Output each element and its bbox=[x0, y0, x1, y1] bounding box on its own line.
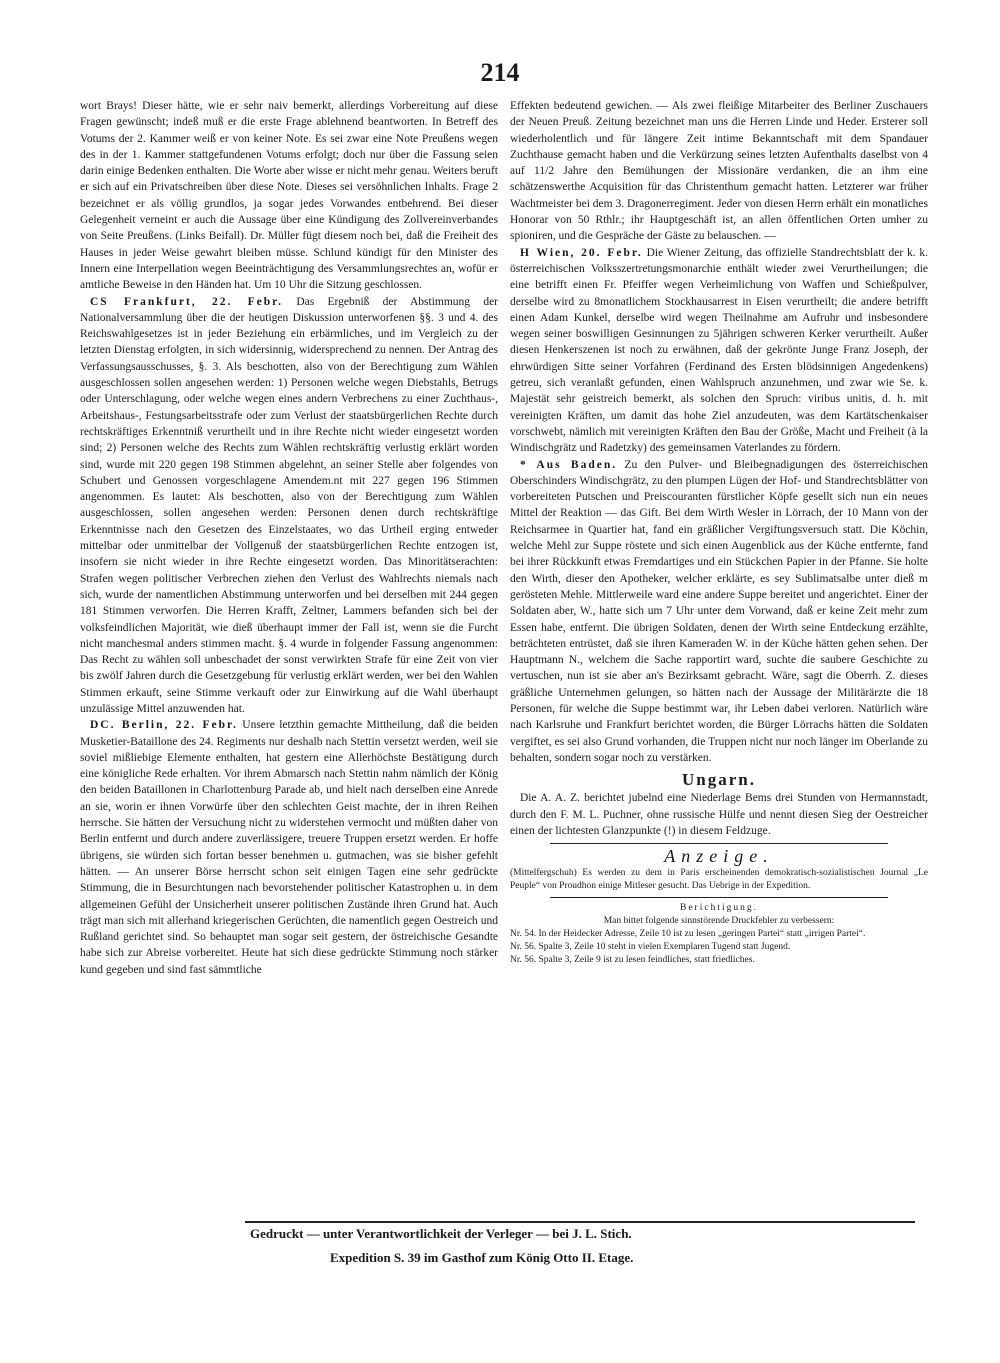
advert-text: (Mittelfergschuh) Es werden zu dem in Paris erscheinenden demokratisch-sozialistischen Journal „Le Peuple“ von Proudhon einige Mitleser gesucht. Das Uebrige in der Expedition. bbox=[510, 867, 928, 891]
errata-intro: Man bittet folgende sinnstörende Druckfehler zu verbessern: bbox=[603, 915, 835, 926]
errata-item: Nr. 54. In der Heidecker Adresse, Zeile 10 ist zu lesen „geringen Partei“ statt „irrigen Partei“. bbox=[510, 928, 866, 939]
errata-item: Nr. 56. Spalte 3, Zeile 10 steht in vielen Exemplaren Tugend statt Jugend. bbox=[510, 941, 791, 952]
article-paragraph bbox=[80, 294, 498, 718]
divider bbox=[550, 843, 888, 844]
advert-block bbox=[510, 867, 928, 893]
article-paragraph bbox=[510, 457, 928, 767]
dateline: H Wien, 20. Febr. bbox=[520, 246, 643, 259]
section-title-ungarn: Ungarn. bbox=[682, 770, 756, 790]
page-number: 214 bbox=[480, 58, 520, 87]
printer-imprint: Gedruckt — unter Verantwortlichkeit der Verleger — bei J. L. Stich. bbox=[250, 1226, 632, 1241]
article-text: Unsere letzthin gemachte Mittheilung, daß die beiden Musketier-Bataillone des 24. Regiments nur deshalb nach Stettin versetzt werden, weil sie soviel mißliebige Elemente enthalten, hat gestern eine Allerhöchste Bestätigung durch eine königliche Rede erhalten. Vor ihrem Abmarsch nach Stettin nahm nämlich der König den beiden Bataillonen in Charlottenburg Parade ab, und hielt nach derselben eine Anrede an sie, worin er ihnen Vorwürfe über den schlechten Geist machte, der in ihren Reihen herrsche. Sie hätten der Versuchung nicht zu widerstehen vermocht und müßten daher von Berlin entfernt und durch andere zuverlässigere, treuere Truppen ersetzt werden. Er hoffe übrigens, sie würden sich fortan besser benehmen u. gutmachen, was sie bisher gefehlt hätten. — An unserer Börse herrscht schon seit einigen Tagen eine sehr gedrückte Stimmung, die in Besurchtungen nach bevorstehender politischer Katastrophen u. in dem allgemeinen Gefühl der Unsicherheit unserer politischen Zustände ihren Grund hat. Auch trägt man sich mit allerhand kriegerischen Gerüchten, die namentlich gegen Oestreich und Rußland gerichtet sind. So behauptet man sogar seit gestern, der östreichische Gesandte habe sich zur Abreise vorbereitet. Heute hat sich diese gedrückte Stimmung noch stärker kund gegeben und sind fast sämmtliche bbox=[80, 719, 499, 976]
errata-block bbox=[510, 902, 928, 967]
article-paragraph bbox=[510, 245, 928, 457]
errata-title: Berichtigung. bbox=[680, 902, 758, 913]
left-column bbox=[80, 98, 498, 978]
article-text: Die Wiener Zeitung, das offizielle Standrechtsblatt der k. k. österreichischen Volksszertretungsmonarchie enthält wieder zwei Verurtheilungen; die eine betrifft einen Fr. Pfeiffer wegen Verheimlichung von Waffen und Schießpulver, derselbe wird zu 8monatlichem Stockhausarrest in Eisen verurtheilt; die andere betrifft einen Adam Kunkel, derselbe wird wegen Theilnahme am Aufruhr und insbesondere wegen seiner boswilligen Gesinnungen zu 5jährigen schweren Kerker verurtheilt. Außer diesen Henkerszenen ist noch zu erwähnen, daß der gekrönte Junge Franz Joseph, der ehrwürdigen Sitte seiner Vorfahren (Ferdinand des Ersten blödsinnigen Angedenkens) getreu, sich veranlaßt gefunden, einen Wahlspruch anzunehmen, und zwar wie Se. k. Majestät sehr geistreich bemerkt, als solchen den Spruch: viribus unitis, d. h. mit vereinigten Kräften, um damit das hohe Ziel anzudeuten, was dem Kartätschenkaiser vorschwebt, nämlich mit vereinigten Kräften den Bau der Größe, Macht und Freiheit (à la Windischgrätz und Radetzky) des gemeinsamen Vaterlandes zu fördern. bbox=[510, 246, 928, 455]
expedition-address: Expedition S. 39 im Gasthof zum König Otto II. Etage. bbox=[330, 1250, 634, 1265]
advert-title: Anzeige. bbox=[664, 846, 774, 867]
article-paragraph: Effekten bedeutend gewichen. — Als zwei fleißige Mitarbeiter des Berliner Zuschauers der Neuen Preuß. Zeitung bezeichnet man uns die Herren Linde und Heder. Ersterer soll wiederholentlich und für längere Zeit intime Bekanntschaft mit dem Spandauer Zuchthause gemacht haben und die Verkürzung seines letzten Aufenthalts daselbst von 4 auf 11/2 Jahre den Bemühungen der Missionäre verdanken, die an ihm eine schätzenswerthe Acquisition für das Christenthum gemacht hatten. Letzterer war früher Wachtmeister bei dem 3. Dragonerregiment. Jeder von diesen Herrn erhält ein monatliches Honorar von 50 Rthlr.; ihr Hauptgeschäft ist, an allen öffentlichen Orten umher zu spioniren, und die Gespräche der Gäste zu belauschen. — bbox=[510, 100, 928, 243]
dateline: * Aus Baden. bbox=[520, 458, 618, 471]
dateline: CS Frankfurt, 22. Febr. bbox=[90, 295, 284, 308]
article-paragraph: Die A. A. Z. berichtet jubelnd eine Niederlage Bems drei Stunden von Hermannstadt, durch den F. M. L. Puchner, ohne russische Hülfe und nennt diesen Sieg der Oestreicher einen der lichtesten Glanzpunkte (!) in diesem Feldzuge. bbox=[510, 792, 928, 838]
article-text: Das Ergebniß der Abstimmung der Nationalversammlung über die der heutigen Diskussion unterworfenen §§. 3 und 4. des Reichswahlgesetzes ist in jeder Beziehung ein erbärmliches, und im Vergleich zu der letzten Dienstag erfolgten, in sich widersinnig, widersprechend zu nennen. Der Antrag des Verfassungsausschusses, §. 3. Als beschotten, also von der Berechtigung zum Wählen ausgeschlossen sollen angesehen werden: 1) Personen welche wegen Diebstahls, Betrugs oder Unterschlagung, oder welche wegen eines andern Verbrechens zu einer Zuchthaus-, Arbeitshaus-, Festungsarbeitsstrafe oder zum Verlust der staatsbürgerlichen Rechte durch rechtskräftiges Erkenntniß verurtheilt und in ihre Rechte nicht wieder eingesetzt worden sind; 2) Personen welche des Rechts zum Wählen rechtskräftig verlustig erklärt worden sind, wurde mit 220 gegen 198 Stimmen abgelehnt, an seiner Stelle aber folgendes von Schubert und Genossen vorgeschlagene Amendem.nt mit 227 gegen 196 Stimmen angenommen. Es lautet: Als beschotten, also von der Berechtigung zum Wählen ausgeschlossen, sollen angesehen werden: Personen denen durch rechtskräftige Erkenntnisse nach den Gesetzen des Einzelstaates, wo das Urtheil erging entweder mittelbar oder unmittelbar der Vollgenuß der staatsbürgerlichen Rechte entzogen ist, insofern sie nicht wieder in ihre Rechte eingesetzt worden. Das Minoritätserachten: Strafen wegen politischer Verbrechen ziehen den Verlust des Wahlrechts niemals nach sich, wurde der namentlichen Abstimmung unterworfen und bei derselben mit 244 gegen 181 Stimmen verworfen. Die Herren Krafft, Zeltner, Lammers befanden sich bei der volksfeindlichen Majorität, wie dieß überhaupt immer der Fall ist, wenn sie die Furcht nicht manchesmal anders stimmen macht. §. 4 wurde in folgender Fassung angenommen: Das Recht zu wählen soll unbeschadet der sonst verwirkten Strafe für eine Zeit von vier bis zwölf Jahren durch die Gesetzgebung für verlustig erklärt werden, wer bei den Wahlen Stimmen erkauft, seine Stimme verkauft oder zur Einwirkung auf die Wahl überhaupt unzulässige Mittel anzuwenden hat. bbox=[80, 295, 499, 715]
footer-divider bbox=[245, 1221, 915, 1223]
article-text: Zu den Pulver- und Bleibegnadigungen des österreichischen Oberschinders Windischgrätz, zu den plumpen Lügen der Hof- und Standrechtsblätter von vorbereiteten Putschen und Preiscouranten fürstlicher Köpfe gesellt sich nun ein neues Mittel der Reaktion — das Gift. Bei dem Wirth Wesler in Lörrach, der 10 Mann von der Reichsarmee in Quartier hat, fand ein gräßlicher Vergiftungsversuch statt. Die Köchin, welche Mehl zur Suppe röstete und sich einen Augenblick aus der Küche entfernte, fand bei ihrer Rückkunft etwas Fremdartiges und ein Stückchen Papier in der Pfanne. Sie holte den Wirth, dieser den Apotheker, welcher erklärte, es sey Sublimatsalbe unter dieß m gerösteten Mehle. Mittlerweile ward eine andere Suppe bereitet und angerichtet. Einer der Soldaten aber, W., hatte sich um 7 Uhr unter dem Vorwand, daß er keine Zeit mehr zum Essen habe, entfernt. Die übrigen Soldaten, denen der Wirth seine Entdeckung erzählte, beträchteten entrüstet, daß sie ihren Kameraden W. in der Küche hätten gehen sehen. Der Hauptmann N., welchem die Sache rapportirt ward, suchte die saubere Geschichte zu vertuschen, nun ist sie aber an's Bezirksamt gebracht. Wäre, sagt die Oberrh. Z. dieses gräßliche Unternehmen gelungen, so hätten nach der Aussage der Militärärzte die 18 Personen, für welche die Suppe bestimmt war, ihr Leben dabei verloren. Natürlich wäre nach Karlsruhe und Frankfurt berichtet worden, die Bürger Lörrachs hätten die Soldaten vergiftet, es sei also Grund vorhanden, die Truppen nicht nur noch länger im Oberlande zu behalten, sondern sogar noch zu verstärken. bbox=[510, 458, 928, 764]
right-column bbox=[510, 98, 928, 967]
article-paragraph bbox=[80, 717, 498, 978]
dateline: DC. Berlin, 22. Febr. bbox=[90, 719, 238, 732]
errata-item: Nr. 56. Spalte 3, Zeile 9 ist zu lesen feindliches, statt friedliches. bbox=[510, 954, 755, 965]
divider bbox=[550, 897, 888, 898]
article-paragraph: wort Brays! Dieser hätte, wie er sehr naiv bemerkt, allerdings Vorbereitung auf diese Fragen gewünscht; indeß muß er die erste Frage ablehnend beantworten. In Betreff des Votums der 2. Kammer weiß er von keiner Note. Es sei zwar eine Note Preußens wegen des in der 1. Kammer stattgefundenen Votums erfolgt; doch nur über die Fassung seien darin einige Bedenken enthalten. Die Worte aber wisse er nicht mehr genau. Weiters beruft er sich auf ein Privatschreiben über diese Note. Dieses sei versöhnlichen Inhalts. Frage 2 bezeichnet er als völlig grundlos, ja sogar jedes Vorwandes entbehrend. Bei dieser Gelegenheit verneint er auch die Aussage über eine Kündigung des Zollvereinverbandes von Seite Preußens. (Links Beifall). Dr. Müller fügt diesem noch bei, daß die Freiheit des Hauses in jeder Weise gewahrt bleiben müsse. Schlund kündigt für den Minister des Innern eine Interpellation wegen Beeinträchtigung des Versammlungsrechtes an, wofür er amtliche Beweise in den Händen hat. Um 10 Uhr die Sitzung geschlossen. bbox=[80, 100, 498, 292]
